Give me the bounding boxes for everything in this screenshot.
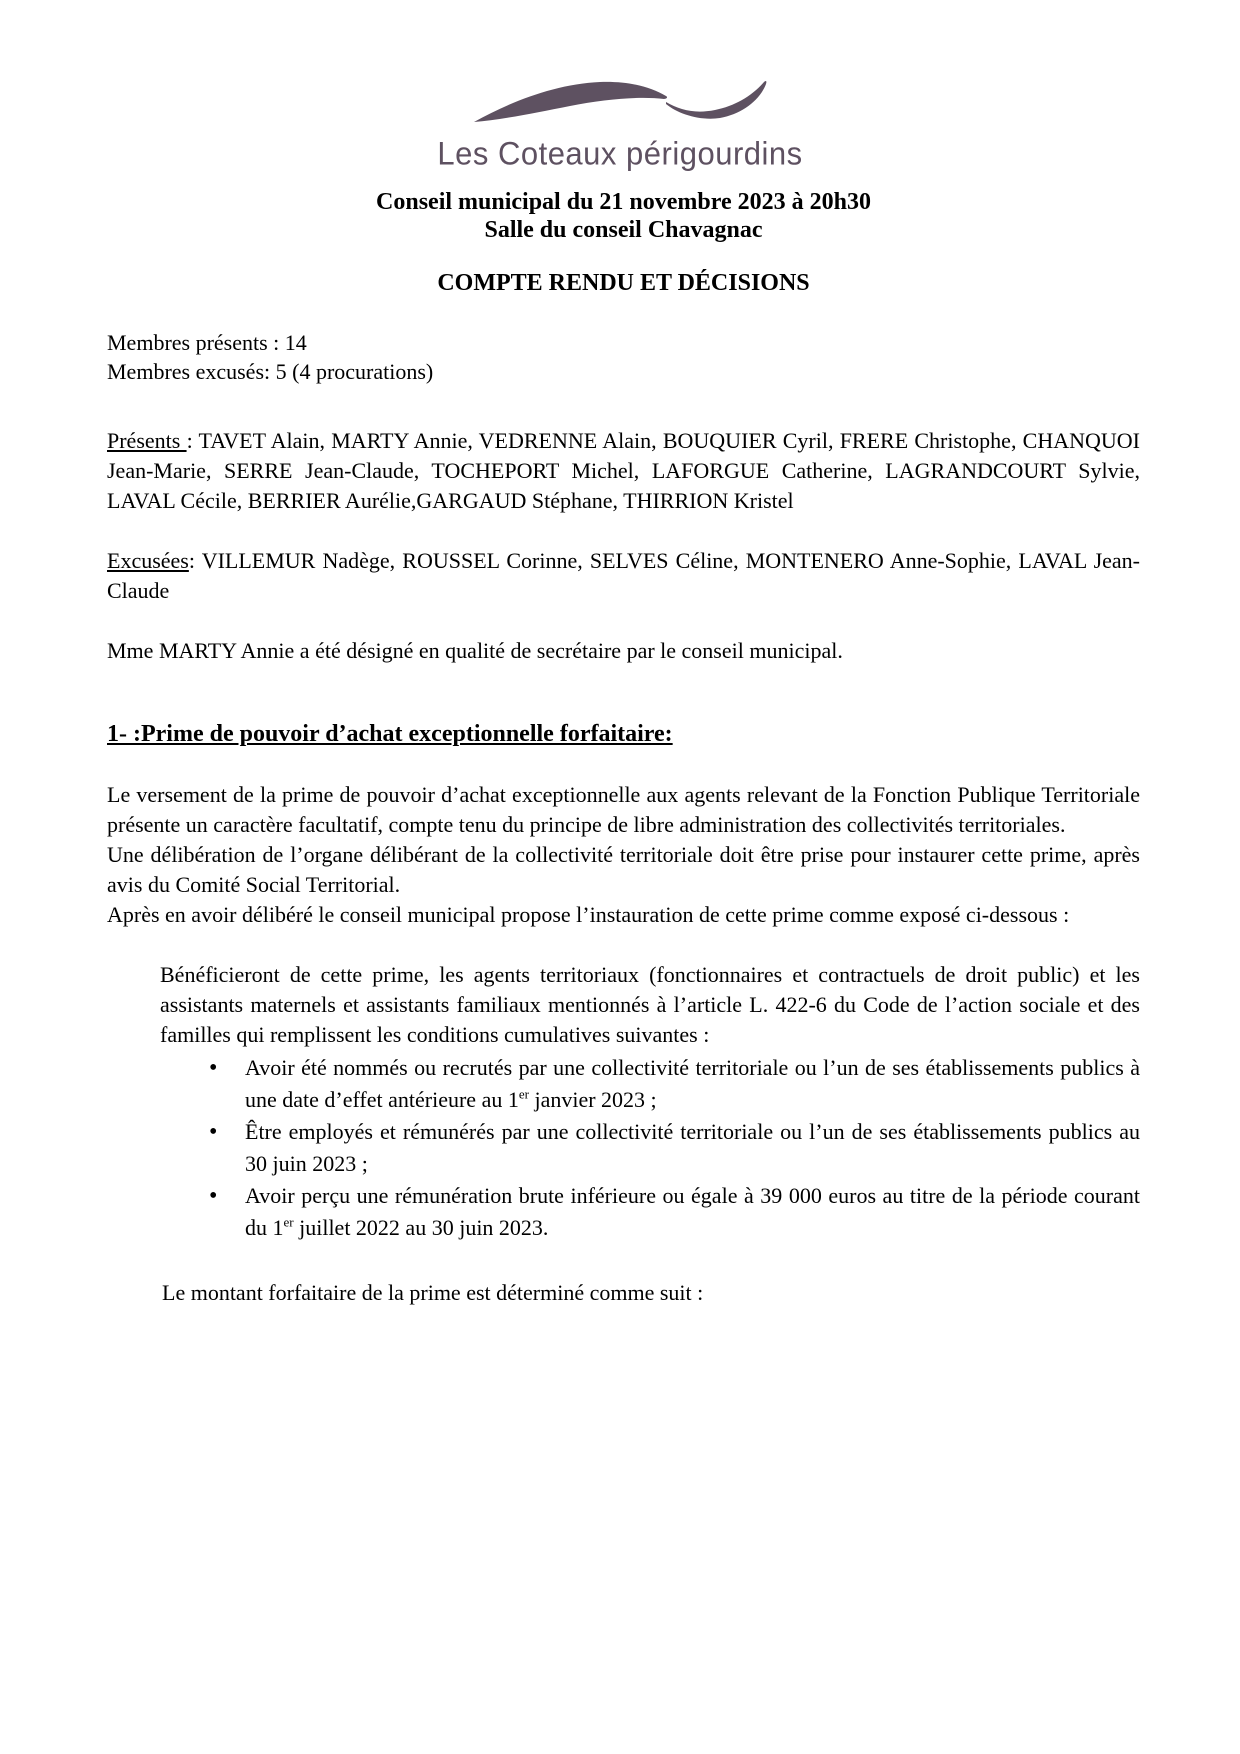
attendance-counts [107, 328, 1140, 386]
closing-line: Le montant forfaitaire de la prime est déterminé comme suit : [162, 1280, 704, 1305]
condition-item-3 [245, 1180, 1140, 1244]
title-line-2: Salle du conseil Chavagnac [484, 217, 763, 243]
document-body [0, 188, 1240, 1308]
excused-label: Excusées [107, 548, 189, 573]
swoosh-logo-icon [470, 72, 770, 134]
beneficiaries-intro: Bénéficieront de cette prime, les agents territoriaux (fonctionnaires et contractuels de droit public) et les assistants maternels et assistants familiaux mentionnés à l’article L. 422-6 du Code de l’action sociale et des familles qui remplissent les conditions cumulatives suivantes : [160, 962, 1140, 1047]
section-1-heading: 1- :Prime de pouvoir d’achat exceptionnelle forfaitaire: [107, 721, 673, 747]
members-present-count: Membres présents : 14 [107, 330, 307, 355]
present-separator: : [186, 428, 199, 453]
present-members-paragraph [107, 426, 1140, 516]
excused-members-paragraph [107, 546, 1140, 606]
present-label: Présents [107, 428, 187, 453]
condition-1-text-end: janvier 2023 ; [528, 1087, 657, 1112]
members-excused-count: Membres excusés: 5 (4 procurations) [107, 359, 434, 384]
document-subtitle: COMPTE RENDU ET DÉCISIONS [437, 270, 810, 296]
present-names: TAVET Alain, MARTY Annie, VEDRENNE Alain, BOUQUIER Cyril, FRERE Christophe, CHANQUOI Jean-Marie, SERRE Jean-Claude, TOCHEPORT Michel, LAFORGUE Catherine, LAGRANDCOURT Sylvie, LAVAL Cécile, BERRIER Aurélie,GARGAUD Stéphane, THIRRION Kristel [107, 428, 1140, 513]
section-1-paragraph-2: Une délibération de l’organe délibérant de la collectivité territoriale doit être prise pour instaurer cette prime, après avis du Comité Social Territorial. [107, 842, 1140, 897]
document-title [107, 188, 1140, 244]
excused-names: VILLEMUR Nadège, ROUSSEL Corinne, SELVES Céline, MONTENERO Anne-Sophie, LAVAL Jean-Claude [107, 548, 1140, 603]
condition-item-1 [245, 1052, 1140, 1116]
secretary-note: Mme MARTY Annie a été désigné en qualité de secrétaire par le conseil municipal. [107, 638, 843, 663]
condition-2-text: Être employés et rémunérés par une collectivité territoriale ou l’un de ses établissements publics au 30 juin 2023 ; [245, 1119, 1140, 1176]
logo [0, 0, 1240, 172]
section-1-paragraph-1: Le versement de la prime de pouvoir d’achat exceptionnelle aux agents relevant de la Fonction Publique Territoriale présente un caractère facultatif, compte tenu du principe de libre administration des collectivités territoriales. [107, 782, 1140, 837]
excused-separator: : [188, 548, 202, 573]
condition-item-2 [245, 1116, 1140, 1180]
condition-3-text-end: juillet 2022 au 30 juin 2023. [293, 1215, 549, 1240]
section-1-paragraph-3: Après en avoir délibéré le conseil municipal propose l’instauration de cette prime comme exposé ci-dessous : [107, 902, 1070, 927]
condition-3-text: Avoir perçu une rémunération brute inférieure ou égale à 39 000 euros au titre de la période courant du 1 [245, 1183, 1140, 1240]
conditions-list [107, 1052, 1140, 1244]
condition-1-text: Avoir été nommés ou recrutés par une collectivité territoriale ou l’un de ses établissements publics à une date d’effet antérieure au 1 [245, 1055, 1140, 1112]
logo-wordmark: Les Coteaux périgourdins [437, 134, 803, 173]
title-line-1: Conseil municipal du 21 novembre 2023 à 20h30 [376, 189, 871, 215]
condition-3-ordinal: er [283, 1214, 294, 1230]
condition-1-ordinal: er [518, 1086, 529, 1102]
